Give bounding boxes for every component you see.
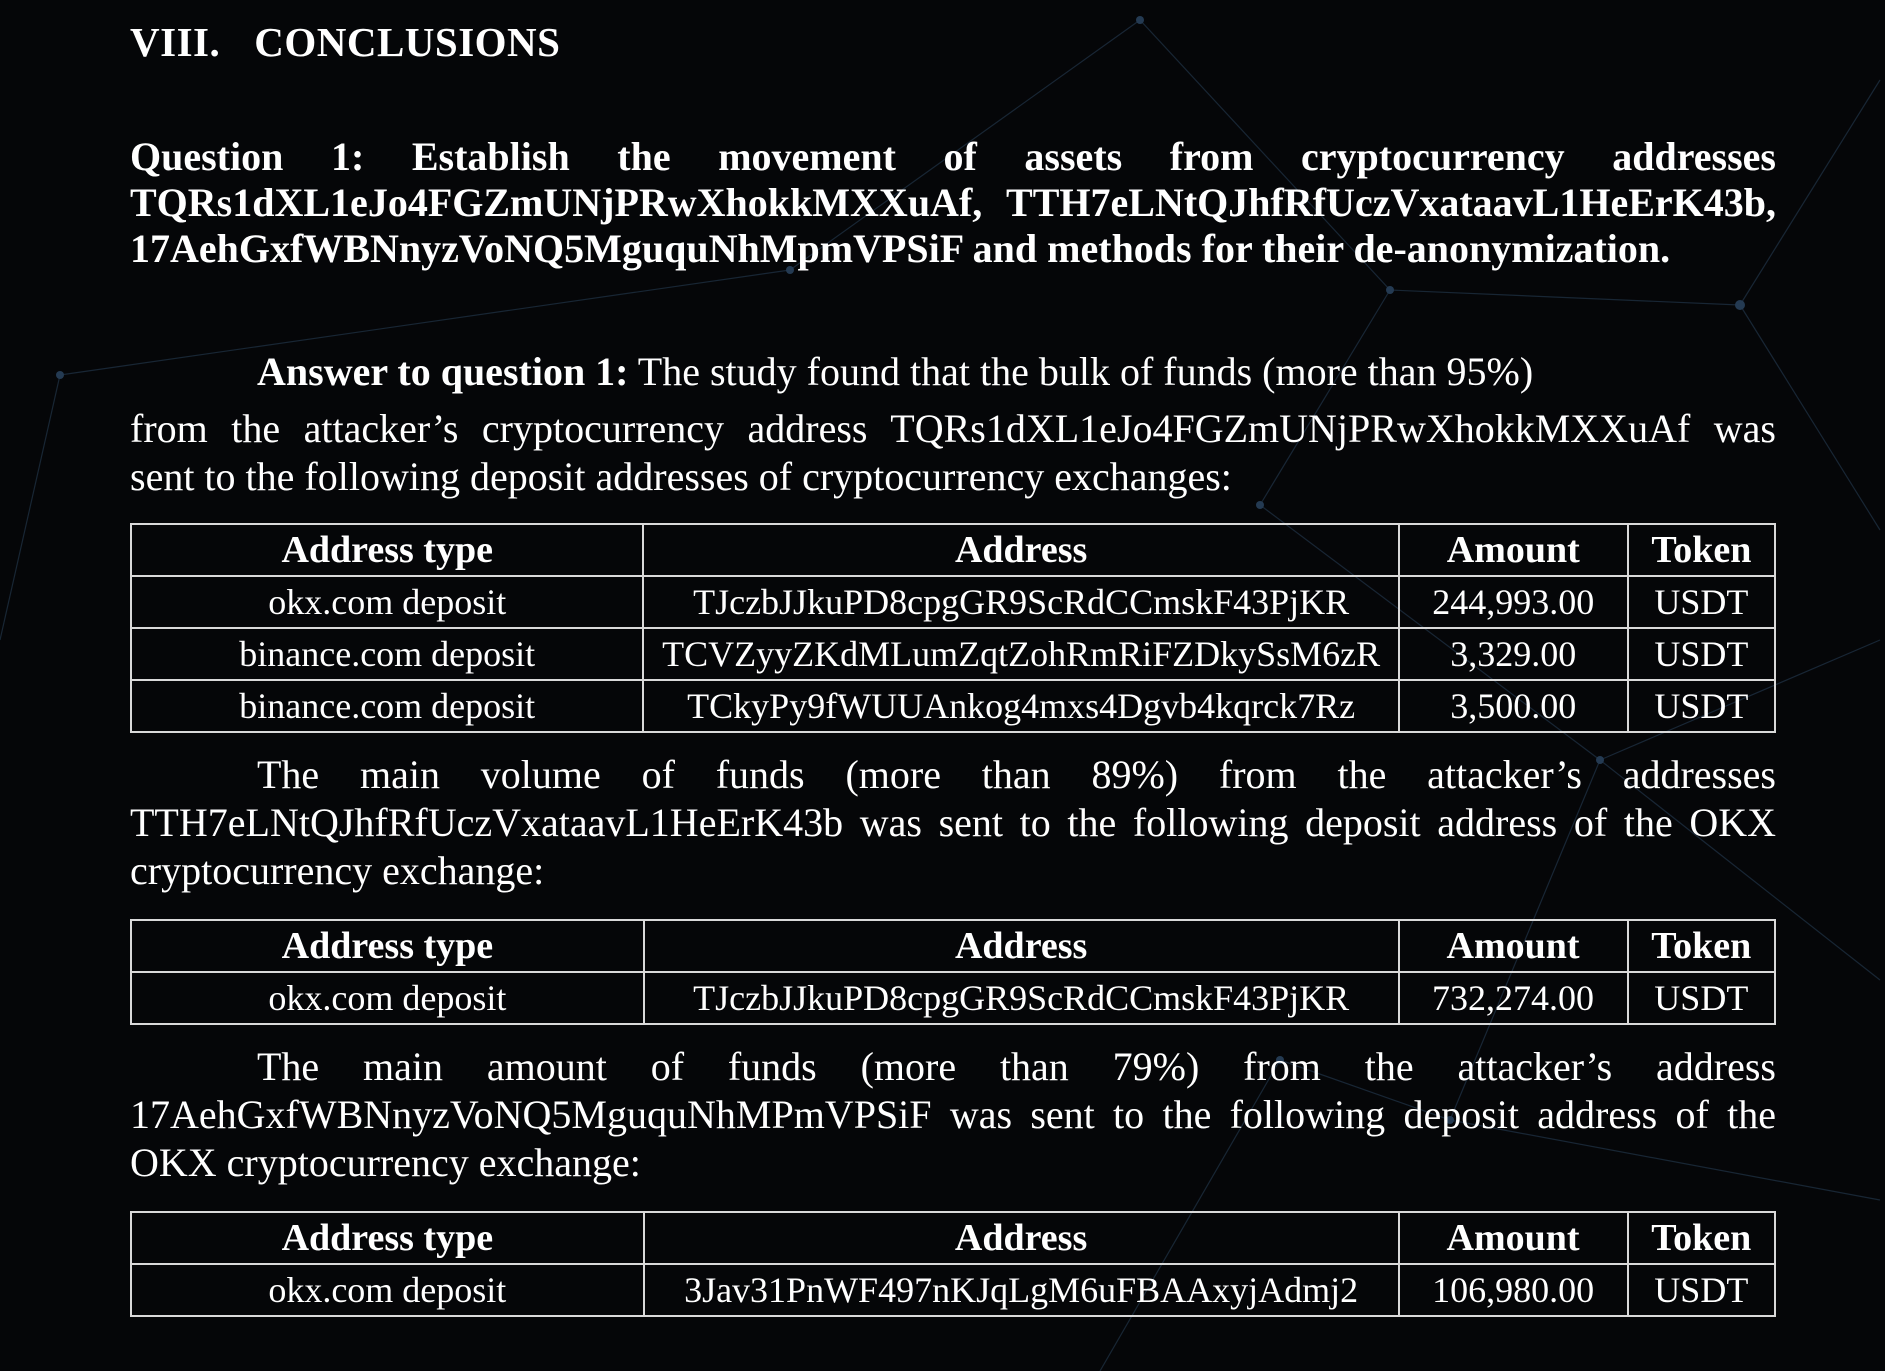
deposit-table-3 bbox=[130, 1211, 1776, 1317]
answer-line: sent to the following deposit addresses of cryptocurrency exchanges: bbox=[130, 454, 1232, 499]
cell-token: USDT bbox=[1628, 628, 1775, 680]
question-line: 17AehGxfWBNnyzVoNQ5MguquNhMpmVPSiF and methods for their de-anonymization. bbox=[130, 226, 1671, 271]
table-row bbox=[131, 1264, 1775, 1316]
cell-token: USDT bbox=[1628, 576, 1775, 628]
cell-address: TCkyPy9fWUUAnkog4mxs4Dgvb4kqrck7Rz bbox=[643, 680, 1398, 732]
cell-address: TCVZyyZKdMLumZqtZohRmRiFZDkySsM6zR bbox=[643, 628, 1398, 680]
cell-token: USDT bbox=[1628, 1264, 1775, 1316]
header-amount: Amount bbox=[1399, 1212, 1628, 1264]
cell-token: USDT bbox=[1628, 972, 1775, 1024]
paragraph-line: The main amount of funds (more than 79%) from the attacker’s address bbox=[257, 1044, 1776, 1089]
table-row bbox=[131, 680, 1775, 732]
question-line: TQRs1dXL1eJo4FGZmUNjPRwXhokkMXXuAf, TTH7eLNtQJhfRfUczVxataavL1HeErK43b, bbox=[130, 180, 1776, 225]
table-header-row bbox=[131, 1212, 1775, 1264]
header-token: Token bbox=[1628, 524, 1775, 576]
paragraph-okx-amount bbox=[130, 1043, 1776, 1187]
section-title: CONCLUSIONS bbox=[254, 19, 561, 65]
header-address: Address bbox=[644, 920, 1399, 972]
paragraph-line: The main volume of funds (more than 89%) from the attacker’s addresses bbox=[257, 752, 1776, 797]
header-address-type: Address type bbox=[131, 524, 643, 576]
header-address-type: Address type bbox=[131, 1212, 644, 1264]
cell-amount: 244,993.00 bbox=[1399, 576, 1628, 628]
paragraph-okx-volume bbox=[130, 751, 1776, 895]
header-token: Token bbox=[1628, 1212, 1775, 1264]
paragraph-line: cryptocurrency exchange: bbox=[130, 848, 545, 893]
header-address-type: Address type bbox=[131, 920, 644, 972]
cell-amount: 106,980.00 bbox=[1399, 1264, 1628, 1316]
table-header-row bbox=[131, 524, 1775, 576]
cell-address-type: binance.com deposit bbox=[131, 680, 643, 732]
header-address: Address bbox=[643, 524, 1398, 576]
answer-first-line bbox=[130, 348, 1776, 396]
deposit-table-2 bbox=[130, 919, 1776, 1025]
cell-amount: 3,329.00 bbox=[1399, 628, 1628, 680]
cell-address-type: binance.com deposit bbox=[131, 628, 643, 680]
answer-line: from the attacker’s cryptocurrency address TQRs1dXL1eJo4FGZmUNjPRwXhokkMXXuAf was bbox=[130, 406, 1776, 451]
paragraph-line: 17AehGxfWBNnyzVoNQ5MguquNhMPmVPSiF was sent to the following deposit address of the bbox=[130, 1092, 1776, 1137]
table-row bbox=[131, 972, 1775, 1024]
answer-lead: Answer to question 1: bbox=[257, 349, 629, 394]
table-row bbox=[131, 628, 1775, 680]
cell-address-type: okx.com deposit bbox=[131, 972, 644, 1024]
cell-address-type: okx.com deposit bbox=[131, 1264, 644, 1316]
question-line: Question 1: Establish the movement of assets from cryptocurrency addresses bbox=[130, 134, 1776, 179]
cell-token: USDT bbox=[1628, 680, 1775, 732]
cell-amount: 732,274.00 bbox=[1399, 972, 1628, 1024]
document-page bbox=[130, 0, 1776, 1317]
section-heading bbox=[130, 18, 1776, 66]
header-amount: Amount bbox=[1399, 524, 1628, 576]
cell-address: TJczbJJkuPD8cpgGR9ScRdCCmskF43PjKR bbox=[644, 972, 1399, 1024]
header-token: Token bbox=[1628, 920, 1775, 972]
cell-amount: 3,500.00 bbox=[1399, 680, 1628, 732]
table-header-row bbox=[131, 920, 1775, 972]
cell-address: 3Jav31PnWF497nKJqLgM6uFBAAxyjAdmj2 bbox=[644, 1264, 1399, 1316]
paragraph-line: OKX cryptocurrency exchange: bbox=[130, 1140, 641, 1185]
paragraph-line: TTH7eLNtQJhfRfUczVxataavL1HeErK43b was sent to the following deposit address of the OKX bbox=[130, 800, 1776, 845]
question-block bbox=[130, 134, 1776, 272]
table-row bbox=[131, 576, 1775, 628]
header-amount: Amount bbox=[1399, 920, 1628, 972]
deposit-table-1 bbox=[130, 523, 1776, 733]
cell-address: TJczbJJkuPD8cpgGR9ScRdCCmskF43PjKR bbox=[643, 576, 1398, 628]
section-number: VIII. bbox=[130, 19, 221, 65]
header-address: Address bbox=[644, 1212, 1399, 1264]
answer-text: The study found that the bulk of funds (more than 95%) bbox=[628, 349, 1534, 394]
answer-paragraph bbox=[130, 405, 1776, 501]
cell-address-type: okx.com deposit bbox=[131, 576, 643, 628]
